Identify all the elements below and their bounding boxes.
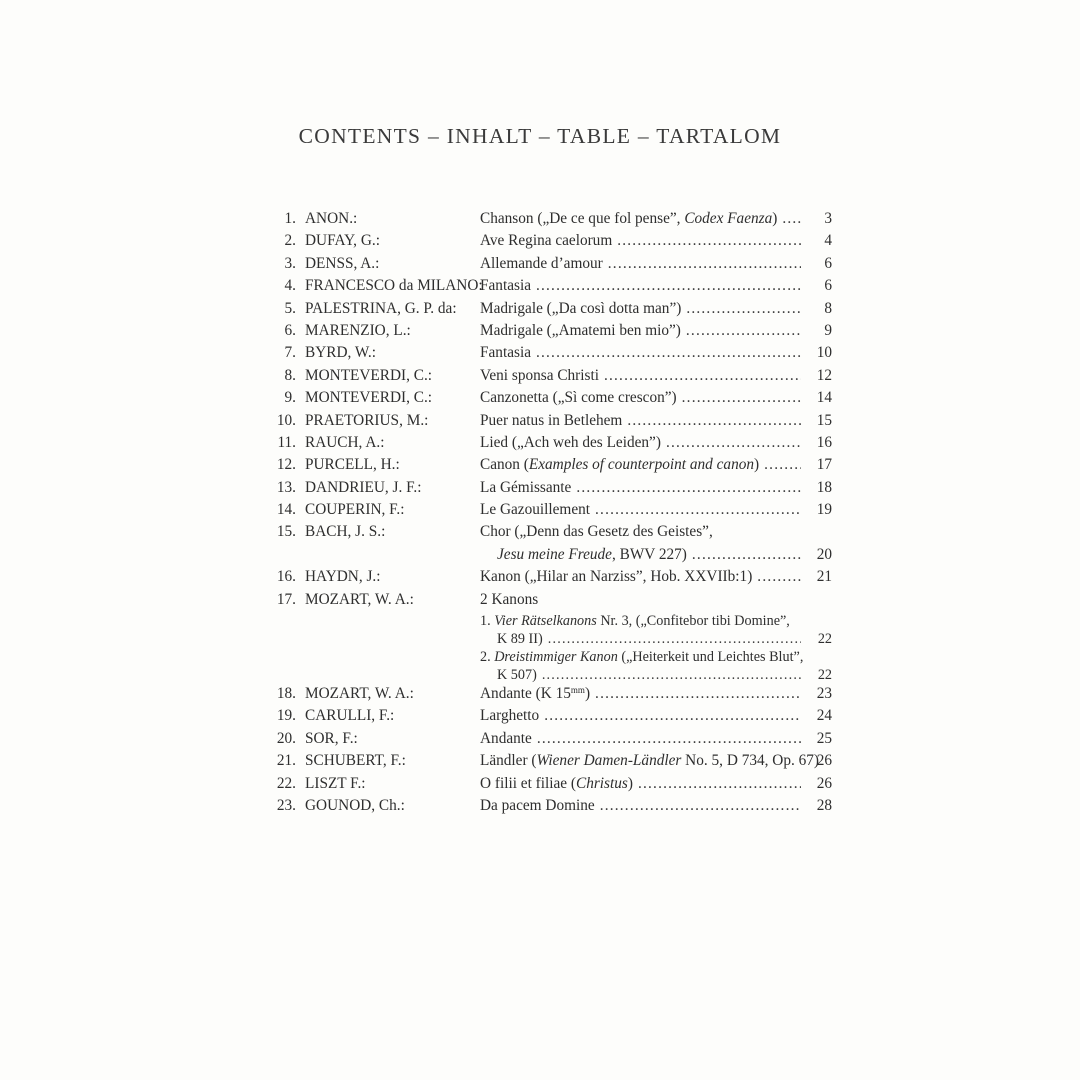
page-number: 10 <box>816 344 832 362</box>
page-number: 17 <box>816 456 832 474</box>
page-number: 18 <box>816 478 832 496</box>
work-title: Canzonetta („Sì come crescon”) <box>480 389 677 407</box>
toc-row <box>270 568 832 590</box>
leader-dots <box>548 631 801 648</box>
leader-dots <box>595 501 801 519</box>
toc-row <box>270 434 832 456</box>
toc-row <box>270 456 832 478</box>
leader-dots <box>595 685 801 703</box>
leader-dots <box>544 707 801 725</box>
toc-row <box>270 775 832 797</box>
toc-row <box>270 389 832 411</box>
page-title: CONTENTS – INHALT – TABLE – TARTALOM <box>298 124 782 148</box>
page-number: 24 <box>816 707 832 725</box>
toc-row <box>270 613 832 631</box>
leader-dots <box>537 730 801 748</box>
entry-number: 15. <box>276 523 296 541</box>
leader-dots <box>536 344 801 362</box>
entry-number: 19. <box>276 707 296 725</box>
toc-row <box>270 707 832 729</box>
toc-row <box>270 255 832 277</box>
leader-dots <box>604 367 801 385</box>
work-title-cell <box>480 389 808 407</box>
toc-row <box>270 649 832 667</box>
page-number: 8 <box>824 299 832 317</box>
work-title: Lied („Ach weh des Leiden”) <box>480 433 661 451</box>
toc-row <box>270 797 832 819</box>
work-title-cell <box>480 568 808 586</box>
composer-name: SOR, F.: <box>305 729 358 747</box>
composer-name: MONTEVERDI, C.: <box>305 366 433 384</box>
toc-row <box>270 277 832 299</box>
toc-row <box>270 232 832 254</box>
work-title-cell <box>480 685 808 703</box>
entry-number: 3. <box>284 254 296 272</box>
entry-number: 4. <box>284 277 296 295</box>
leader-dots <box>608 255 801 273</box>
work-title: Fantasia <box>480 277 531 295</box>
composer-name: FRANCESCO da MILANO: <box>305 277 483 295</box>
work-title: K 507) <box>497 667 537 684</box>
work-title-cell <box>480 752 820 770</box>
work-title: Kanon („Hilar an Narziss”, Hob. XXVIIb:1) <box>480 568 753 586</box>
page-number: 28 <box>816 796 832 814</box>
work-title: Chor („Denn das Gesetz des Geistes”, <box>480 523 713 541</box>
work-title: Chanson („De ce que fol pense”, Codex Faenza) <box>480 210 778 227</box>
work-title-cell <box>480 367 808 385</box>
work-title: 1. Vier Rätselkanons Nr. 3, („Confitebor tibi Domine”, <box>480 613 790 630</box>
work-title: 2 Kanons <box>480 590 539 608</box>
page-number: 20 <box>816 545 832 563</box>
entry-number: 22. <box>276 774 296 792</box>
page-number: 21 <box>816 568 832 586</box>
composer-name: GOUNOD, Ch.: <box>305 796 405 814</box>
entry-number: 13. <box>276 478 296 496</box>
toc-row <box>270 210 832 232</box>
leader-dots <box>542 667 801 684</box>
leader-dots <box>686 300 801 318</box>
work-title-cell <box>480 667 808 684</box>
composer-name: MOZART, W. A.: <box>305 685 414 703</box>
entry-number: 10. <box>276 411 296 429</box>
entry-number: 17. <box>276 590 296 608</box>
composer-name: CARULLI, F.: <box>305 707 395 725</box>
page-number: 9 <box>824 321 832 339</box>
leader-dots <box>764 456 801 474</box>
entry-number: 11. <box>277 433 296 451</box>
work-title-cell <box>480 300 808 318</box>
work-title-cell <box>480 344 808 362</box>
work-title-cell <box>480 255 808 273</box>
entry-number: 16. <box>276 568 296 586</box>
toc-list <box>270 210 832 819</box>
work-title-cell <box>480 479 808 497</box>
toc-row <box>270 501 832 523</box>
leader-dots <box>576 479 801 497</box>
toc-row <box>270 412 832 434</box>
page-number: 23 <box>816 685 832 703</box>
page-number: 15 <box>816 411 832 429</box>
composer-name: PALESTRINA, G. P. da: <box>305 299 457 317</box>
work-title: Veni sponsa Christi <box>480 366 599 384</box>
composer-name: COUPERIN, F.: <box>305 501 405 519</box>
page-number: 26 <box>816 752 832 770</box>
work-title: La Gémissante <box>480 478 572 496</box>
composer-name: BYRD, W.: <box>305 344 376 362</box>
toc-row <box>270 546 832 568</box>
page-number: 3 <box>824 210 832 227</box>
leader-dots <box>666 434 801 452</box>
work-title-cell <box>480 210 808 228</box>
composer-name: PURCELL, H.: <box>305 456 400 474</box>
entry-number: 12. <box>276 456 296 474</box>
toc-row <box>270 752 832 774</box>
composer-name: ANON.: <box>305 210 358 227</box>
work-title: Andante <box>480 729 532 747</box>
entry-number: 6. <box>284 321 296 339</box>
toc-row <box>270 344 832 366</box>
leader-dots <box>682 389 801 407</box>
composer-name: RAUCH, A.: <box>305 433 385 451</box>
page-number: 16 <box>816 433 832 451</box>
work-title: K 89 II) <box>497 631 543 648</box>
toc-row <box>270 300 832 322</box>
page-number: 12 <box>816 366 832 384</box>
work-title: Canon (Examples of counterpoint and canon) <box>480 456 760 474</box>
entry-number: 1. <box>284 210 296 227</box>
page-number: 4 <box>824 232 832 250</box>
composer-name: MOZART, W. A.: <box>305 590 414 608</box>
leader-dots <box>686 322 801 340</box>
work-title: Allemande d’amour <box>480 254 603 272</box>
work-title: Jesu meine Freude, BWV 227) <box>497 545 687 563</box>
page-number: 26 <box>816 774 832 792</box>
toc-row <box>270 479 832 501</box>
toc-row <box>270 367 832 389</box>
leader-dots <box>757 568 801 586</box>
toc-row <box>270 667 832 685</box>
page-number: 22 <box>817 667 832 684</box>
work-title-cell <box>480 501 808 519</box>
work-title: Andante (K $15^{mm}$) <box>480 685 591 703</box>
page-number: 6 <box>824 277 832 295</box>
work-title: Fantasia <box>480 344 531 362</box>
work-title-cell <box>480 631 808 648</box>
composer-name: BACH, J. S.: <box>305 523 386 541</box>
entry-number: 5. <box>284 299 296 317</box>
page-number: 6 <box>824 254 832 272</box>
work-title-cell <box>480 434 808 452</box>
work-title-cell <box>480 730 808 748</box>
composer-name: DANDRIEU, J. F.: <box>305 478 422 496</box>
entry-number: 9. <box>284 389 296 407</box>
work-title-cell <box>480 707 808 725</box>
work-title: Ave Regina caelorum <box>480 232 613 250</box>
entry-number: 2. <box>284 232 296 250</box>
work-title-cell <box>480 277 808 295</box>
toc-row <box>270 685 832 707</box>
toc-row <box>270 591 832 613</box>
entry-number: 14. <box>276 501 296 519</box>
work-title-cell <box>480 456 808 474</box>
page-number: 19 <box>816 501 832 519</box>
work-title: Larghetto <box>480 707 540 725</box>
work-title: 2. Dreistimmiger Kanon („Heiterkeit und Leichtes Blut”, <box>480 649 804 666</box>
work-title-cell <box>480 232 808 250</box>
work-title: Ländler (Wiener Damen-Ländler No. 5, D 734, Op. 67) <box>480 752 820 770</box>
composer-name: HAYDN, J.: <box>305 568 381 586</box>
composer-name: PRAETORIUS, M.: <box>305 411 429 429</box>
work-title-cell <box>480 546 808 564</box>
page-number: 25 <box>816 729 832 747</box>
toc-row <box>270 322 832 344</box>
work-title-cell <box>480 591 808 609</box>
toc-row <box>270 730 832 752</box>
work-title-cell <box>480 523 808 541</box>
entry-number: 21. <box>276 752 296 770</box>
work-title: Madrigale („Amatemi ben mio”) <box>480 321 681 339</box>
leader-dots <box>617 232 801 250</box>
composer-name: SCHUBERT, F.: <box>305 752 406 770</box>
work-title: Le Gazouillement <box>480 501 591 519</box>
work-title-cell <box>480 613 808 630</box>
toc-row <box>270 523 832 545</box>
composer-name: DUFAY, G.: <box>305 232 380 250</box>
work-title: O filii et filiae (Christus) <box>480 774 633 792</box>
entry-number: 20. <box>276 729 296 747</box>
leader-dots <box>638 775 801 793</box>
page-number: 22 <box>817 631 832 648</box>
entry-number: 23. <box>276 796 296 814</box>
leader-dots <box>627 412 801 430</box>
work-title-cell <box>480 649 808 666</box>
composer-name: DENSS, A.: <box>305 254 380 272</box>
leader-dots <box>536 277 801 295</box>
entry-number: 8. <box>284 366 296 384</box>
work-title: Madrigale („Da così dotta man”) <box>480 299 682 317</box>
work-title-cell <box>480 412 808 430</box>
composer-name: MONTEVERDI, C.: <box>305 389 433 407</box>
work-title: Da pacem Domine <box>480 796 595 814</box>
leader-dots <box>782 210 801 228</box>
composer-name: LISZT F.: <box>305 774 366 792</box>
work-title-cell <box>480 775 808 793</box>
toc-row <box>270 631 832 649</box>
entry-number: 18. <box>276 685 296 703</box>
work-title-cell <box>480 322 808 340</box>
composer-name: MARENZIO, L.: <box>305 321 411 339</box>
page-number: 14 <box>816 389 832 407</box>
entry-number: 7. <box>284 344 296 362</box>
work-title-cell <box>480 797 808 815</box>
leader-dots <box>600 797 801 815</box>
leader-dots <box>692 546 801 564</box>
work-title: Puer natus in Betlehem <box>480 411 623 429</box>
